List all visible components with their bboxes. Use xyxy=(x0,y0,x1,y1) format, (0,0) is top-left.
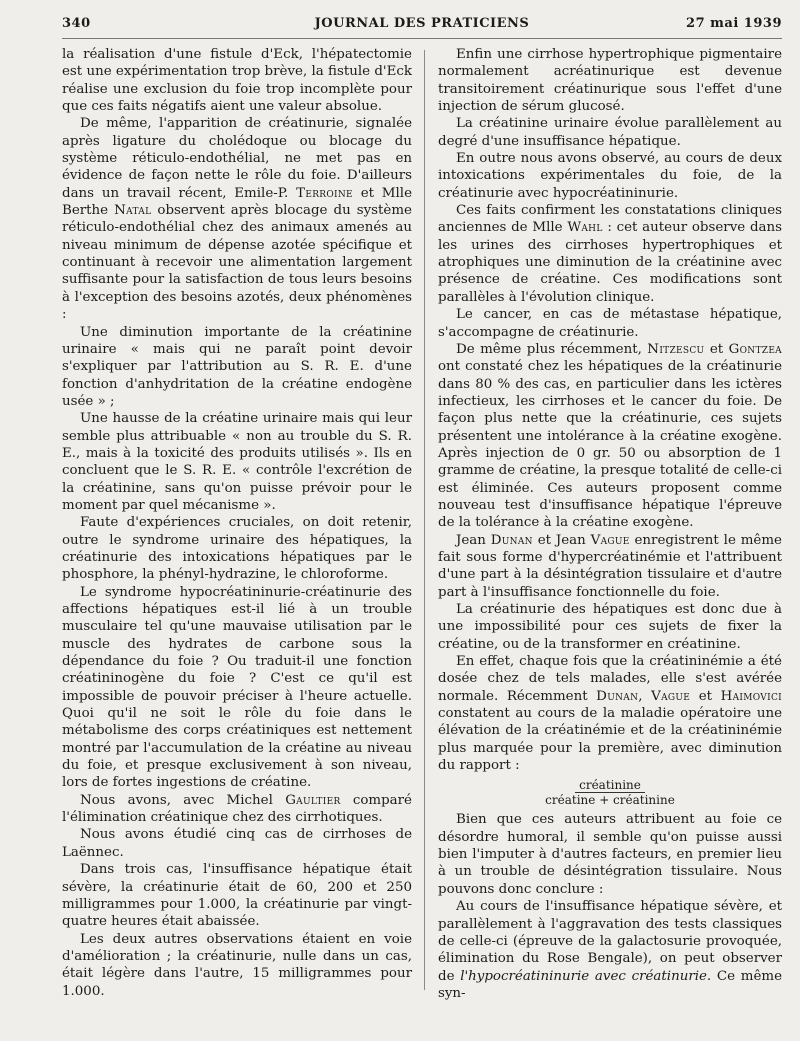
paragraph: Les deux autres observations étaient en voie d'amélioration ; la créatinurie, nulle dans un cas, était légère dans l'autre, 15 milligrammes pour 1.000. xyxy=(62,931,412,999)
journal-title: JOURNAL DES PRATICIENS xyxy=(314,16,530,31)
emphasis: l'hypocréatininurie avec créatinurie xyxy=(460,968,707,984)
paragraph: Le syndrome hypocréatininurie-créatinurie des affections hépatiques est-il lié à un trouble musculaire tel qu'une mauvaise utilisation par le muscle des hydrates de carbone sous la dépendance du foie ? Ou traduit-il une fonction créatininogène du foie ? C'est ce qu'il est impossible de pouvoir préciser à l'heure actuelle. Quoi qu'il ne soit le rôle du foie dans le métabolisme des corps créatiniques est nettement montré par l'accumulation de la créatine au niveau du foie, et presque exclusivement à son niveau, lors de fortes ingestions de créatine. xyxy=(62,584,412,791)
issue-date: 27 mai 1939 xyxy=(686,16,782,31)
author-name: Natal xyxy=(114,203,152,219)
paragraph: La créatinurie des hépatiques est donc due à une impossibilité pour ces sujets de fixer la créatine, ou de la transformer en créatinine. xyxy=(438,602,782,652)
author-name: Dunan xyxy=(490,532,533,548)
author-name: Haimovici xyxy=(720,688,782,704)
paragraph: Nous avons, avec Michel Gaultier comparé l'élimination créatinique chez des cirrhotiques. xyxy=(62,792,412,826)
author-name: Vague xyxy=(590,532,630,548)
column-divider xyxy=(424,50,425,990)
paragraph: En effet, chaque fois que la créatininémie a été dosée chez de tels malades, elle s'est avérée normale. Récemment Dunan, Vague et Haimovici constatent au cours de la maladie opératoire une élévation de la créatinémie et de la créatininémie plus marquée pour la première, avec diminution du rapport : xyxy=(438,654,782,774)
right-column xyxy=(438,46,782,1002)
formula-numerator: créatinine xyxy=(575,778,645,793)
author-name: Dunan xyxy=(596,688,639,704)
paragraph: De même, l'apparition de créatinurie, signalée après ligature du cholédoque ou blocage du système réticulo-endothélial, ne met pas en évidence de façon nette le rôle du foie. D'ailleurs dans un travail récent, Emile-P. Terroine et Mlle Berthe Natal observent après blocage du système réticulo-endothélial chez des animaux amenés au niveau minimum de dépense azotée spécifique et continuant à recevoir une alimentation largement suffisante pour la satisfaction de tous leurs besoins à l'exception des besoins azotés, deux phénomènes : xyxy=(62,116,412,323)
paragraph: En outre nous avons observé, au cours de deux intoxications expérimentales du foie, de la créatinurie avec hypocréatininurie. xyxy=(438,151,782,201)
formula-denominator: créatine + créatinine xyxy=(545,793,675,808)
paragraph: Ces faits confirment les constatations cliniques anciennes de Mlle Wahl : cet auteur observe dans les urines des cirrhoses hypertrophiques et atrophiques une diminution de la créatinine avec présence de créatine. Ces modifications sont parallèles à l'évolution clinique. xyxy=(438,203,782,305)
paragraph: Enfin une cirrhose hypertrophique pigmentaire normalement acréatinurique est devenue transitoirement créatinurique sous l'effet d'une injection de sérum glucosé. xyxy=(438,47,782,115)
paragraph: Dans trois cas, l'insuffisance hépatique était sévère, la créatinurie était de 60, 200 et 250 milligrammes pour 1.000, la créatinurie par vingt-quatre heures était abaissée. xyxy=(62,862,412,930)
author-name: Gontzea xyxy=(728,341,782,357)
paragraph: Nous avons étudié cinq cas de cirrhoses de Laënnec. xyxy=(62,827,412,860)
paragraph: Le cancer, en cas de métastase hépatique, s'accompagne de créatinurie. xyxy=(438,307,782,340)
author-name: Gaultier xyxy=(285,792,341,808)
running-header xyxy=(62,14,782,39)
left-column xyxy=(62,46,412,1000)
paragraph: Une diminution importante de la créatinine urinaire « mais qui ne paraît point devoir s'expliquer par l'attribution au S. R. E. d'une fonction d'anhydritation de la créatine endogène usée » ; xyxy=(62,324,412,409)
paragraph: De même plus récemment, Nitzescu et Gontzea ont constaté chez les hépatiques de la créatinurie dans 80 % des cas, en particulier dans les ictères infectieux, les cirrhoses et le cancer du foie. De façon plus nette que la créatinurie, ces sujets présentent une intolérance à la créatine exogène. Après injection de 0 gr. 50 ou absorption de 1 gramme de créatine, la presque totalité de celle-ci est éliminée. Ces auteurs proposent comme nouveau test d'insuffisance hépatique l'épreuve de la tolérance à la créatine exogène. xyxy=(438,341,782,531)
author-name: Vague xyxy=(651,688,691,704)
paragraph: La créatinine urinaire évolue parallèlement au degré d'une insuffisance hépatique. xyxy=(438,116,782,149)
page-number: 340 xyxy=(62,16,91,31)
author-name: Wahl xyxy=(567,220,603,236)
paragraph: la réalisation d'une fistule d'Eck, l'hépatectomie est une expérimentation trop brève, la fistule d'Eck réalise une exclusion du foie trop incomplète pour que ces faits négatifs aient une valeur absolue. xyxy=(62,47,412,115)
paragraph: Faute d'expériences cruciales, on doit retenir, outre le syndrome urinaire des hépatiques, la créatinurie des intoxications hépatiques par le phosphore, la phényl-hydrazine, le chloroforme. xyxy=(62,515,412,583)
author-name: Terroine xyxy=(296,185,353,201)
author-name: Nitzescu xyxy=(647,341,705,357)
paragraph: Bien que ces auteurs attribuent au foie ce désordre humoral, il semble qu'on puisse aussi bien l'imputer à d'autres facteurs, en premier lieu à un trouble de désintégration tissulaire. Nous pouvons donc conclure : xyxy=(438,812,782,897)
ratio-formula xyxy=(438,778,782,807)
paragraph: Au cours de l'insuffisance hépatique sévère, et parallèlement à l'aggravation des tests classiques de celle-ci (épreuve de la galactosurie provoquée, élimination du Rose Bengale), on peut observer de l'hypocréatininurie avec créatinurie. Ce même syn- xyxy=(438,899,782,1001)
paragraph: Jean Dunan et Jean Vague enregistrent le même fait sous forme d'hypercréatinémie et l'attribuent d'une part à la désintégration tissulaire et d'autre part à l'insuffisance fonctionnelle du foie. xyxy=(438,532,782,600)
paragraph: Une hausse de la créatine urinaire mais qui leur semble plus attribuable « non au trouble du S. R. E., mais à la toxicité des produits utilisés ». Ils en concluent que le S. R. E. « contrôle l'excrétion de la créatinine, sans qu'on puisse prévoir pour le moment par quel mécanisme ». xyxy=(62,411,412,513)
